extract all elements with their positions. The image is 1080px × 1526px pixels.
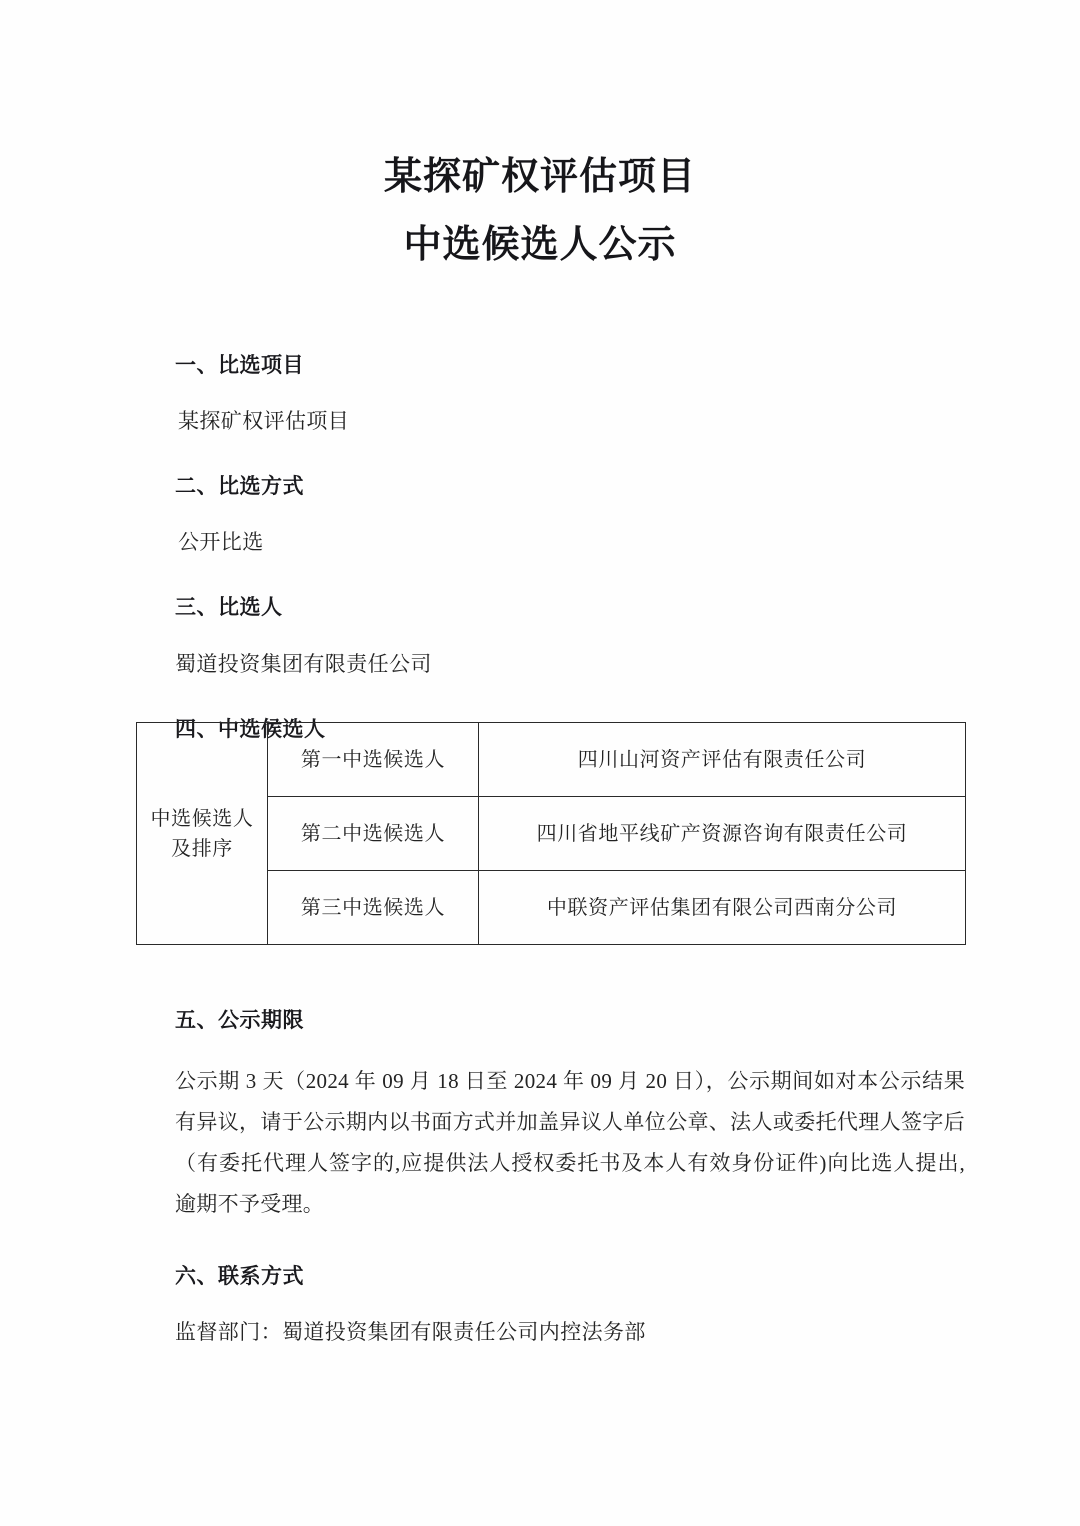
notice-line-1: 公示期 3 天（2024 年 09 月 18 日至 2024 年 09 月 20 日），公示期间如对本公示结果: [175, 1069, 965, 1093]
section-heading-6: 六、联系方式: [175, 1264, 304, 1288]
rank-cell-1: 第一中选候选人: [268, 723, 479, 797]
rank-cell-3: 第三中选候选人: [268, 871, 479, 945]
notice-line-2: 有异议，请于公示期内以书面方式并加盖异议人单位公章、法人或委托代理人签字后: [175, 1110, 965, 1134]
candidate-name-cell-2: 四川省地平线矿产资源咨询有限责任公司: [479, 797, 966, 871]
notice-line-3: （有委托代理人签字的,应提供法人授权委托书及本人有效身份证件)向比选人提出,: [175, 1151, 965, 1175]
title-line-2: 中选候选人公示: [403, 222, 677, 266]
merged-label-line-1: 中选候选人: [150, 807, 254, 830]
section-heading-2: 二、比选方式: [175, 474, 304, 498]
rank-cell-2: 第二中选候选人: [268, 797, 479, 871]
section-heading-3: 三、比选人: [175, 595, 283, 619]
page-title: [0, 142, 1080, 278]
section-body-1: 某探矿权评估项目: [178, 409, 350, 433]
table-row: [137, 723, 966, 797]
candidates-table-wrapper: [136, 722, 956, 945]
section-body-2: 公开比选: [178, 530, 264, 554]
candidate-name-cell-1: 四川山河资产评估有限责任公司: [479, 723, 966, 797]
publicity-period-paragraph: [175, 1061, 965, 1225]
section-heading-4: 四、中选候选人: [175, 717, 326, 741]
table-merged-label-cell: [137, 723, 268, 945]
section-heading-1: 一、比选项目: [175, 353, 304, 377]
document-body-lower: [175, 1005, 965, 1348]
section-heading-5: 五、公示期限: [175, 1008, 304, 1032]
title-line-1: 某探矿权评估项目: [383, 154, 696, 198]
section-body-3: 蜀道投资集团有限责任公司: [175, 652, 432, 676]
merged-label-line-2: 及排序: [171, 837, 233, 860]
candidate-name-cell-3: 中联资产评估集团有限公司西南分公司: [479, 871, 966, 945]
candidates-table: [136, 722, 966, 945]
section-body-6: 监督部门：蜀道投资集团有限责任公司内控法务部: [175, 1320, 646, 1344]
notice-line-4: 逾期不予受理。: [175, 1192, 325, 1216]
document-body-upper: [175, 350, 965, 744]
